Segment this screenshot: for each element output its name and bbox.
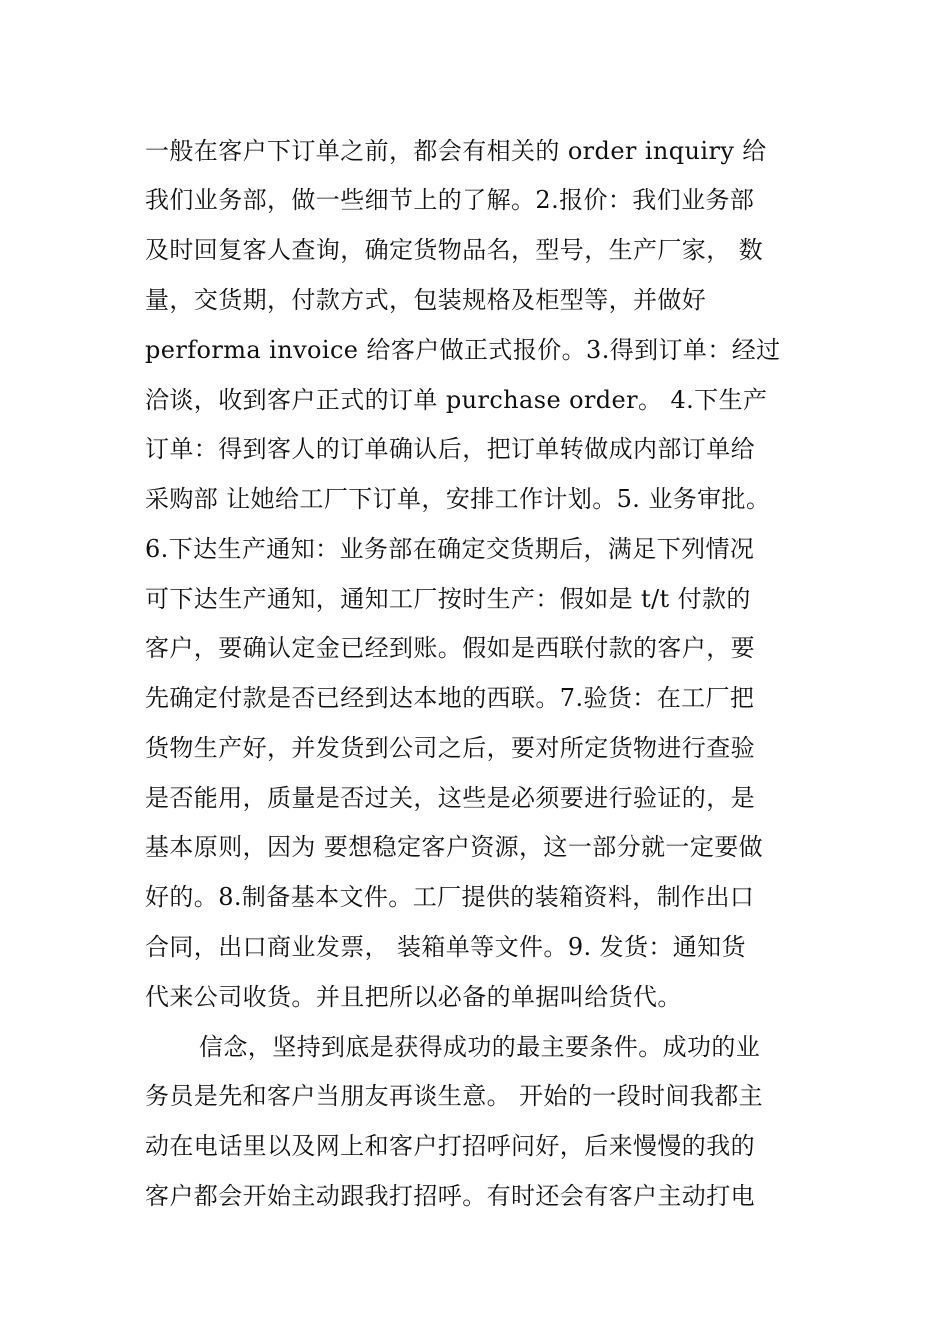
text-line: 可下达生产通知，通知工厂按时生产：假如是 t/t 付款的 <box>145 585 751 613</box>
text-line: 6.下达生产通知：业务部在确定交货期后，满足下列情况 <box>145 535 755 563</box>
text-line: 先确定付款是否已经到达本地的西联。7.验货：在工厂把 <box>145 684 755 712</box>
text-line: 及时回复客人查询，确定货物品名，型号，生产厂家， 数 <box>145 236 764 264</box>
text-line: 洽谈，收到客户正式的订单 purchase order。 4.下生产 <box>145 386 768 414</box>
text-line: 货物生产好，并发货到公司之后，要对所定货物进行查验 <box>145 734 755 762</box>
text-line: 量，交货期，付款方式，包装规格及柜型等，并做好 <box>145 286 707 314</box>
text-line: 客户都会开始主动跟我打招呼。有时还会有客户主动打电 <box>145 1182 755 1210</box>
text-line: 代来公司收货。并且把所以必备的单据叫给货代。 <box>145 983 682 1011</box>
text-line: 订单：得到客人的订单确认后，把订单转做成内部订单给 <box>145 435 755 463</box>
text-line: 好的。8.制备基本文件。工厂提供的装箱资料，制作出口 <box>145 883 755 911</box>
text-line: 我们业务部，做一些细节上的了解。2.报价：我们业务部 <box>145 186 755 214</box>
text-line: 务员是先和客户当朋友再谈生意。 开始的一段时间我都主 <box>145 1082 764 1110</box>
text-line: 合同，出口商业发票， 装箱单等文件。9. 发货：通知货 <box>145 933 746 961</box>
text-line: performa invoice 给客户做正式报价。3.得到订单：经过 <box>145 336 781 364</box>
text-line: 动在电话里以及网上和客户打招呼问好，后来慢慢的我的 <box>145 1132 755 1160</box>
text-line: 是否能用，质量是否过关，这些是必须要进行验证的，是 <box>145 784 755 812</box>
text-line-indented: 信念，坚持到底是获得成功的最主要条件。成功的业 <box>199 1033 761 1061</box>
text-line: 客户，要确认定金已经到账。假如是西联付款的客户，要 <box>145 634 755 662</box>
text-line: 采购部 让她给工厂下订单，安排工作计划。5. 业务审批。 <box>145 485 771 513</box>
text-line: 一般在客户下订单之前，都会有相关的 order inquiry 给 <box>145 137 767 165</box>
text-line: 基本原则，因为 要想稳定客户资源，这一部分就一定要做 <box>145 833 764 861</box>
